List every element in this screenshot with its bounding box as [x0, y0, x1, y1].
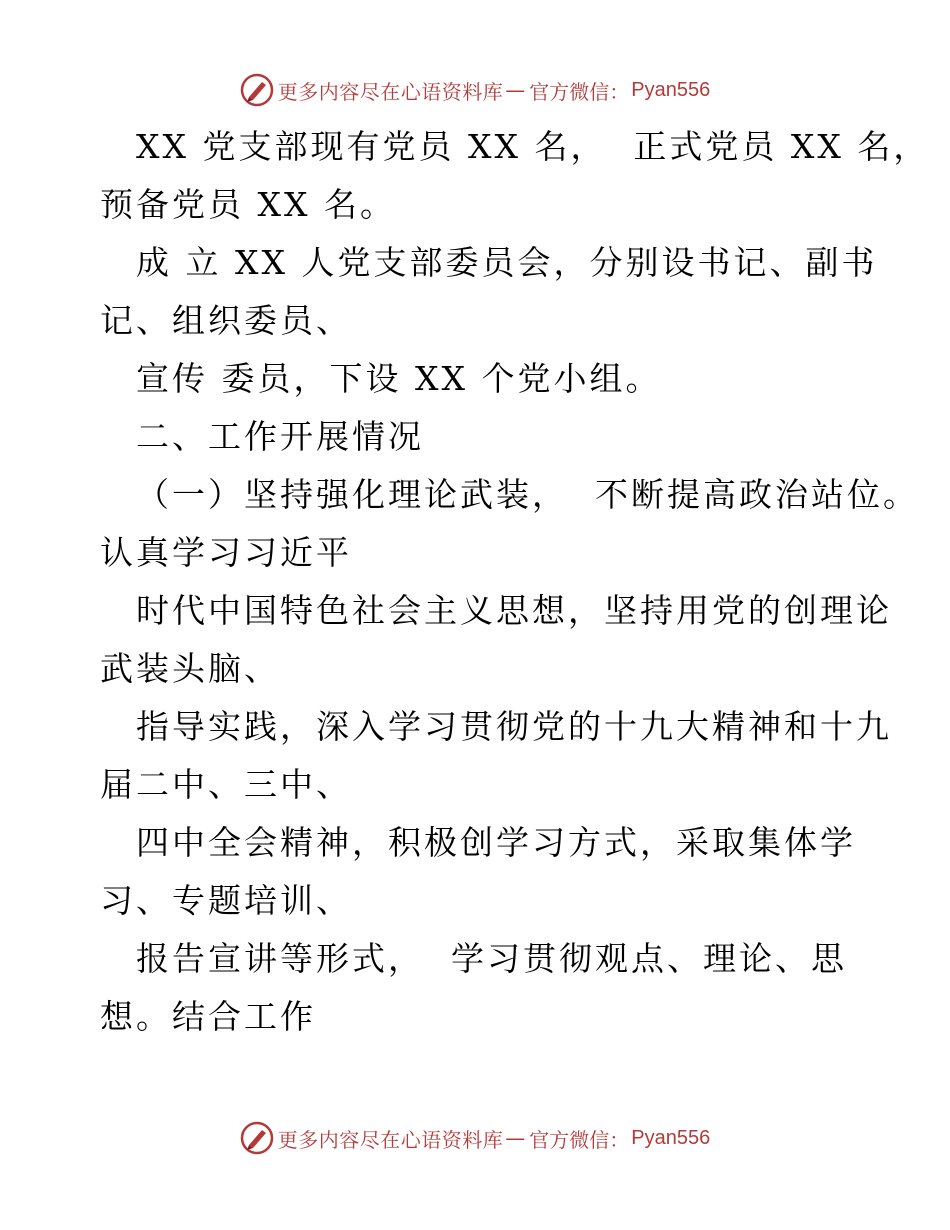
document-body: [100, 118, 930, 1046]
banner-text: 更多内容尽在心语资料库: [277, 79, 504, 104]
section-heading: 二、工作开展情况: [136, 417, 424, 456]
body-line: 宣传 委员，下设 XX 个党小组。: [136, 359, 662, 398]
header-banner: [0, 70, 950, 110]
body-line: 报告宣讲等形式， 学习贯彻观点、理论、思: [136, 939, 847, 978]
body-line: 认真学习习近平: [100, 533, 352, 572]
wechat-label: 官方微信：: [529, 79, 630, 104]
body-line: 习、专题培训、: [100, 881, 352, 920]
banner-text: 更多内容尽在心语资料库: [277, 1127, 504, 1152]
body-line: 成 立 XX 人党支部委员会，分别设书记、副书: [136, 243, 878, 282]
wechat-label: 官方微信：: [529, 1127, 630, 1152]
body-line: 预备党员 XX 名。: [100, 185, 396, 224]
pen-logo-icon: [240, 73, 274, 107]
body-line: XX 党支部现有党员 XX 名， 正式党员 XX 名，: [136, 127, 930, 166]
subsection-heading: （一）坚持强化理论武装， 不断提高政治站位。: [136, 475, 919, 514]
wechat-id: Pyan556: [631, 1126, 711, 1149]
footer-banner: [0, 1118, 950, 1158]
wechat-id: Pyan556: [631, 78, 711, 101]
body-line: 届二中、三中、: [100, 765, 352, 804]
body-line: 想。结合工作: [100, 997, 316, 1036]
body-line: 四中全会精神，积极创学习方式，采取集体学: [136, 823, 856, 862]
body-line: 武装头脑、: [100, 649, 280, 688]
body-line: 指导实践，深入学习贯彻党的十九大精神和十九: [136, 707, 892, 746]
body-line: 记、组织委员、: [100, 301, 352, 340]
banner-separator: —: [505, 1126, 526, 1150]
pen-logo-icon: [240, 1121, 274, 1155]
body-line: 时代中国特色社会主义思想，坚持用党的创理论: [136, 591, 892, 630]
banner-separator: —: [505, 78, 526, 102]
